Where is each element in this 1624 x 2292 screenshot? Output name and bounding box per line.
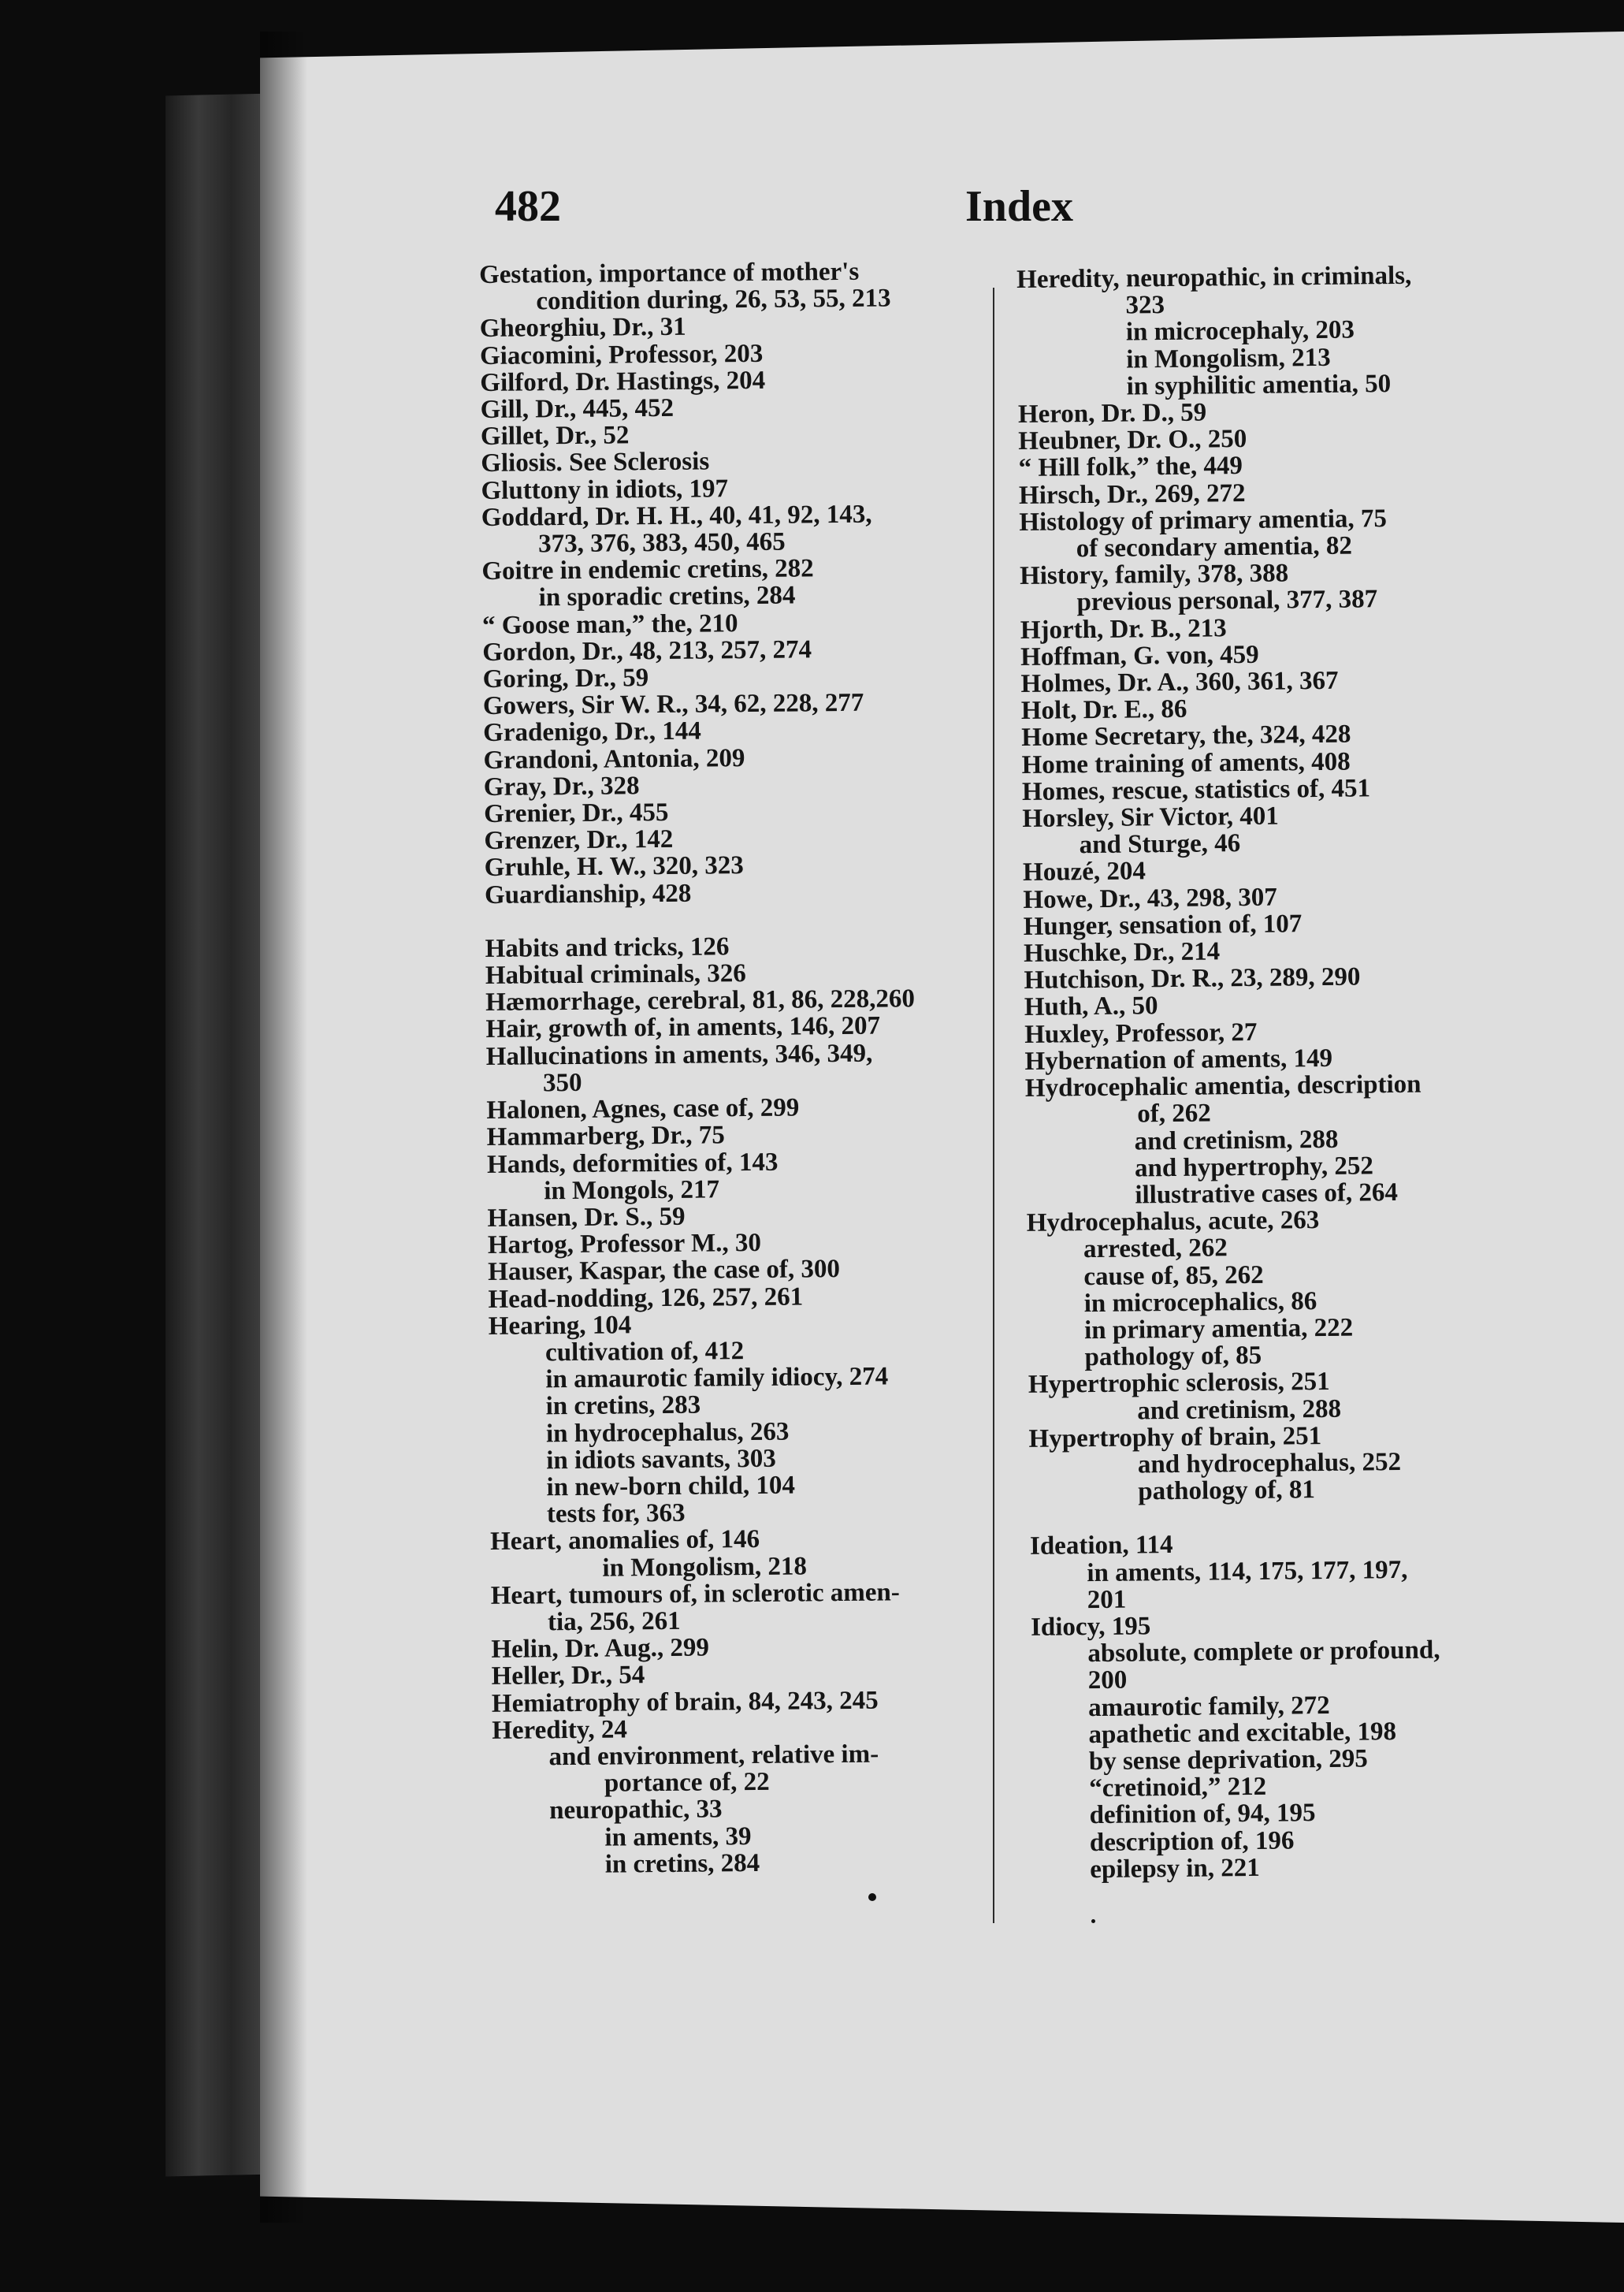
index-subentry: 323	[1125, 291, 1165, 320]
index-entry: Hartog, Professor M., 30	[487, 1229, 762, 1260]
index-entry: Heller, Dr., 54	[491, 1661, 645, 1691]
index-entry: History, family, 378, 388	[1019, 559, 1289, 591]
index-entry: Habitual criminals, 326	[485, 959, 746, 991]
index-entry: Horsley, Sir Victor, 401	[1022, 802, 1279, 834]
index-entry: Habits and tricks, 126	[485, 932, 730, 963]
index-subentry: in aments, 39	[604, 1821, 752, 1852]
index-subentry: and environment, relative im-	[548, 1739, 879, 1772]
index-entry: Gill, Dr., 445, 452	[480, 393, 674, 425]
index-subentry: portance of, 22	[604, 1768, 770, 1798]
index-entry: Hoffman, G. von, 459	[1020, 640, 1259, 672]
index-subentry: arrested, 262	[1083, 1233, 1228, 1264]
index-subentry: in hydrocephalus, 263	[545, 1417, 790, 1448]
index-entry: Hansen, Dr. S., 59	[487, 1202, 686, 1233]
index-entry: Guardianship, 428	[484, 879, 692, 910]
index-entry: Idiocy, 195	[1030, 1612, 1151, 1642]
index-subentry: in cretins, 283	[545, 1390, 701, 1421]
index-entry: “ Goose man,” the, 210	[481, 608, 738, 640]
index-subentry: by sense deprivation, 295	[1088, 1744, 1368, 1777]
index-entry: Gheorghiu, Dr., 31	[479, 313, 686, 344]
index-entry: Gestation, importance of mother's	[478, 257, 860, 289]
index-subentry: and Sturge, 46	[1079, 829, 1241, 860]
index-subentry: absolute, complete or profound,	[1087, 1635, 1440, 1669]
index-column-left	[479, 257, 1013, 1879]
index-subentry: in Mongolism, 218	[602, 1551, 808, 1583]
index-subentry: in microcephaly, 203	[1125, 315, 1355, 347]
index-subentry: 201	[1087, 1585, 1127, 1614]
index-subentry: previous personal, 377, 387	[1076, 585, 1378, 617]
index-entry: Goring, Dr., 59	[482, 664, 649, 694]
index-entry: “ Hill folk,” the, 449	[1018, 452, 1243, 483]
index-entry: Hutchison, Dr. R., 23, 289, 290	[1024, 962, 1361, 995]
index-entry: Home Secretary, the, 324, 428	[1021, 720, 1351, 753]
index-entry: Houzé, 204	[1022, 857, 1146, 887]
index-entry: Heart, tumours of, in sclerotic amen-	[490, 1578, 900, 1610]
index-subentry: in sporadic cretins, 284	[538, 581, 796, 612]
index-subentry: apathetic and excitable, 198	[1088, 1717, 1397, 1749]
page-gutter-shadow	[260, 32, 307, 2223]
index-entry: Hæmorrhage, cerebral, 81, 86, 228,260	[485, 984, 916, 1018]
index-subentry: in microcephalics, 86	[1083, 1286, 1317, 1318]
index-entry: Gluttony in idiots, 197	[481, 474, 729, 505]
index-entry: Heubner, Dr. O., 250	[1018, 425, 1247, 456]
index-entry: Goddard, Dr. H. H., 40, 41, 92, 143,	[481, 500, 872, 532]
index-entry: Heredity, 24	[492, 1715, 628, 1745]
book-edge	[165, 94, 276, 2177]
index-subentry: and hydrocephalus, 252	[1137, 1447, 1402, 1479]
index-entry: Hands, deformities of, 143	[486, 1148, 779, 1179]
index-entry: Gilford, Dr. Hastings, 204	[480, 366, 766, 397]
index-entry: Grenzer, Dr., 142	[484, 825, 674, 856]
index-subentry: neuropathic, 33	[548, 1795, 723, 1825]
index-subentry: 350	[542, 1068, 582, 1098]
index-subentry: in aments, 114, 175, 177, 197,	[1087, 1555, 1408, 1587]
index-subentry: description of, 196	[1089, 1825, 1295, 1857]
index-entry: Heredity, neuropathic, in criminals,	[1016, 261, 1412, 294]
index-entry: Ideation, 114	[1029, 1531, 1173, 1561]
index-subentry: condition during, 26, 53, 55, 213	[536, 284, 891, 316]
index-entry: Heart, anomalies of, 146	[490, 1525, 760, 1557]
index-entry: Gowers, Sir W. R., 34, 62, 228, 277	[482, 689, 864, 721]
index-entry: Grandoni, Antonia, 209	[483, 743, 745, 775]
index-entry: Home training of aments, 408	[1021, 747, 1351, 780]
index-entry: Hjorth, Dr. B., 213	[1020, 613, 1227, 645]
index-entry: Hypertrophic sclerosis, 251	[1028, 1367, 1330, 1400]
index-entry: Hirsch, Dr., 269, 272	[1018, 478, 1246, 510]
column-divider	[993, 288, 994, 1923]
index-subentry: of secondary amentia, 82	[1076, 531, 1353, 564]
index-entry: Hauser, Kaspar, the case of, 300	[488, 1255, 841, 1287]
ink-speck	[1091, 1919, 1095, 1923]
section-gap	[485, 904, 1005, 936]
page-number: 482	[495, 182, 561, 231]
index-entry: Halonen, Agnes, case of, 299	[486, 1093, 800, 1126]
index-subentry: and hypertrophy, 252	[1134, 1152, 1374, 1183]
index-entry: Huschke, Dr., 214	[1023, 937, 1221, 969]
index-subentry: of, 262	[1137, 1099, 1211, 1129]
index-subentry: in primary amentia, 222	[1083, 1313, 1354, 1345]
index-entry: Hybernation of aments, 149	[1024, 1044, 1333, 1076]
index-subentry: epilepsy in, 221	[1090, 1853, 1260, 1884]
index-subentry: amaurotic family, 272	[1087, 1691, 1330, 1722]
index-entry: Hemiatrophy of brain, 84, 243, 245	[491, 1686, 879, 1718]
index-entry: Gordon, Dr., 48, 213, 257, 274	[482, 635, 812, 667]
index-entry: Hammarberg, Dr., 75	[486, 1121, 725, 1152]
index-entry: Giacomini, Professor, 203	[479, 339, 764, 370]
index-entry: Hydrocephalus, acute, 263	[1026, 1206, 1320, 1238]
index-entry: Gradenigo, Dr., 144	[483, 717, 701, 748]
index-entry: Hypertrophy of brain, 251	[1028, 1421, 1322, 1453]
index-entry: Histology of primary amentia, 75	[1019, 504, 1388, 537]
index-entry: Head-nodding, 126, 257, 261	[488, 1282, 804, 1314]
index-entry: Grenier, Dr., 455	[483, 798, 669, 829]
index-entry: Huth, A., 50	[1024, 992, 1158, 1022]
index-subentry: cause of, 85, 262	[1083, 1260, 1264, 1291]
page-title: Index	[965, 182, 1073, 231]
index-subentry: in cretins, 284	[604, 1848, 760, 1879]
index-subentry: “cretinoid,” 212	[1089, 1772, 1267, 1803]
index-subentry: in idiots savants, 303	[546, 1444, 777, 1475]
index-subentry: pathology of, 81	[1138, 1475, 1316, 1506]
ink-speck	[868, 1893, 876, 1901]
index-subentry: in Mongols, 217	[544, 1175, 720, 1206]
index-entry: Hunger, sensation of, 107	[1023, 910, 1303, 941]
index-subentry: cultivation of, 412	[544, 1337, 745, 1367]
index-entry: Holmes, Dr. A., 360, 361, 367	[1020, 666, 1339, 699]
index-subentry: in syphilitic amentia, 50	[1126, 369, 1392, 401]
index-entry: Heron, Dr. D., 59	[1017, 398, 1207, 430]
index-subentry: and cretinism, 288	[1134, 1125, 1339, 1155]
index-column-right	[1016, 261, 1553, 1884]
index-subentry: pathology of, 85	[1084, 1341, 1262, 1372]
index-entry: Hearing, 104	[488, 1311, 632, 1341]
index-subentry: illustrative cases of, 264	[1135, 1178, 1399, 1210]
index-subentry: in new-born child, 104	[546, 1471, 796, 1502]
index-entry: Gillet, Dr., 52	[480, 421, 630, 452]
index-entry: Gray, Dr., 328	[483, 772, 640, 802]
index-entry: Goitre in endemic cretins, 282	[481, 554, 814, 586]
index-entry: Hallucinations in aments, 346, 349,	[485, 1039, 873, 1071]
index-subentry: tia, 256, 261	[547, 1606, 681, 1637]
index-entry: Hydrocephalic amentia, description	[1024, 1070, 1421, 1103]
index-entry: Hair, growth of, in aments, 146, 207	[485, 1012, 881, 1044]
index-subentry: 200	[1087, 1665, 1128, 1695]
index-entry: Howe, Dr., 43, 298, 307	[1023, 883, 1277, 914]
index-subentry: tests for, 363	[546, 1498, 686, 1529]
index-entry: Helin, Dr. Aug., 299	[491, 1633, 710, 1665]
index-subentry: 373, 376, 383, 450, 465	[537, 527, 786, 559]
index-entry: Homes, rescue, statistics of, 451	[1021, 774, 1371, 806]
index-entry: Huxley, Professor, 27	[1024, 1018, 1258, 1049]
index-entry: Holt, Dr. E., 86	[1020, 695, 1187, 726]
index-entry: Gliosis. See Sclerosis	[481, 447, 710, 478]
index-subentry: in amaurotic family idiocy, 274	[545, 1362, 889, 1394]
index-subentry: definition of, 94, 195	[1089, 1799, 1316, 1830]
index-subentry: and cretinism, 288	[1137, 1394, 1342, 1426]
index-subentry: in Mongolism, 213	[1126, 343, 1331, 374]
index-entry: Gruhle, H. W., 320, 323	[484, 851, 744, 883]
